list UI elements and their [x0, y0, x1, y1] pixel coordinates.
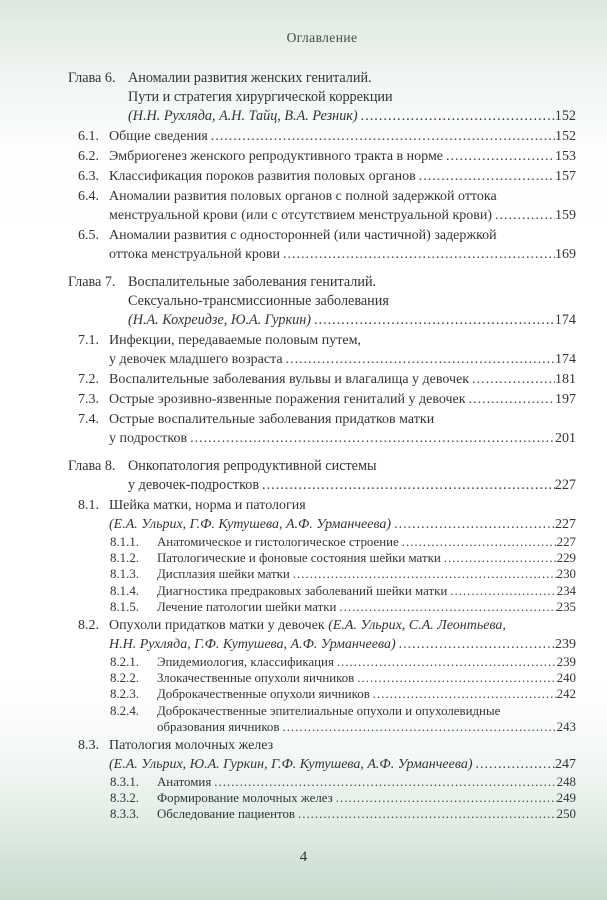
- toc-entry: [68, 167, 576, 186]
- toc-entry-number: 8.3.3.: [110, 807, 140, 822]
- toc-entry-number: 8.3.1.: [110, 775, 140, 790]
- toc-entry: [68, 654, 576, 670]
- toc-entry-number: Глава 8.: [68, 458, 116, 474]
- toc-entry: [68, 390, 576, 409]
- toc-entry: [68, 566, 576, 582]
- toc-entry-number: Глава 7.: [68, 274, 116, 290]
- toc-entry-line: [109, 127, 576, 146]
- toc-page-ref: 242: [556, 687, 576, 702]
- toc-entry-line: [128, 476, 576, 495]
- dot-leader: [295, 806, 557, 822]
- toc-entry-line: [128, 107, 576, 126]
- toc-page-ref: 181: [555, 372, 576, 387]
- toc-entry-number: 8.1.3.: [110, 567, 140, 582]
- toc-entry-number: 6.3.: [78, 169, 99, 184]
- dot-leader: [370, 686, 557, 702]
- toc-entry-title: оттока менструальной крови: [109, 247, 280, 262]
- toc-entry-line: [157, 774, 576, 790]
- toc-entry-line: [128, 311, 576, 330]
- toc-entry-title: Опухоли придатков матки у девочек (Е.А. Ульрих, С.А. Леонтьева,: [109, 618, 506, 634]
- toc-entry-title: Аномалии развития половых органов с полной задержкой оттока: [109, 189, 497, 204]
- toc-page-ref: 239: [555, 637, 576, 653]
- toc-entry-title: образования яичников: [157, 719, 280, 734]
- toc-entry-title: Лечение патологии шейки матки: [157, 599, 337, 614]
- toc-page-ref: 157: [555, 169, 576, 184]
- toc-entry-title: (Е.А. Ульрих, Ю.А. Гуркин, Г.Ф. Кутушева, А.Ф. Урманчеева): [109, 757, 473, 773]
- dot-leader: [283, 350, 555, 369]
- dot-leader: [469, 370, 555, 389]
- toc-page-ref: 201: [555, 431, 576, 446]
- toc-entry-line: [109, 410, 576, 429]
- dot-leader: [259, 476, 555, 495]
- toc-page-ref: 174: [554, 312, 576, 328]
- toc-entry-line: [109, 370, 576, 389]
- toc-entry-line: [109, 429, 576, 448]
- toc-entry-title: Воспалительные заболевания гениталий.: [128, 274, 377, 290]
- toc-page-ref: 250: [556, 807, 576, 822]
- toc-entry: [68, 147, 576, 166]
- toc-entry-number: Глава 6.: [68, 70, 116, 86]
- toc-entry-line: [128, 88, 576, 107]
- toc-entry-title: Анатомическое и гистологическое строение: [157, 535, 399, 549]
- toc-page-ref: 227: [555, 517, 576, 532]
- toc-entry-number: 8.3.2.: [110, 791, 140, 806]
- toc-entry-line: [128, 457, 576, 476]
- dot-leader: [279, 719, 556, 735]
- toc-page-ref: 153: [555, 149, 576, 164]
- toc-entry-line: [109, 635, 576, 654]
- toc-entry-line: [109, 331, 576, 350]
- toc-entry-number: 6.2.: [78, 149, 99, 164]
- toc-entry-number: 7.2.: [78, 372, 99, 387]
- toc-entry-title: у подростков: [109, 431, 188, 446]
- toc-entry-title: (Е.А. Ульрих, Г.Ф. Кутушева, А.Ф. Урманчеева): [109, 517, 392, 532]
- toc-entry-line: [109, 245, 576, 264]
- toc-entry-title: Диагностика предраковых заболеваний шейки матки: [157, 583, 448, 598]
- toc-entry: [68, 534, 576, 550]
- dot-leader: [473, 755, 556, 774]
- toc-entry: [68, 670, 576, 686]
- toc-entry: [68, 550, 576, 566]
- dot-leader: [443, 147, 555, 166]
- page-number: 4: [299, 849, 308, 865]
- toc-page-ref: 230: [556, 567, 576, 582]
- toc-entry-line: [109, 226, 576, 245]
- toc-entry-title: Острые воспалительные заболевания придатков матки: [109, 412, 435, 427]
- toc-page-ref: 152: [554, 108, 576, 124]
- dot-leader: [447, 583, 556, 599]
- toc-entry-number: 8.1.: [78, 498, 99, 513]
- toc-entry-title: Обследование пациентов: [157, 807, 295, 822]
- toc-entry-number: 6.5.: [78, 228, 99, 243]
- toc-entry: [68, 187, 576, 225]
- toc-entry-title: Анатомия: [157, 775, 212, 790]
- toc-entry: [68, 273, 576, 330]
- toc-entry-line: [157, 534, 576, 550]
- toc-page-ref: 197: [555, 392, 576, 407]
- toc-entry: [68, 331, 576, 369]
- toc-entry-number: 6.1.: [78, 129, 99, 144]
- dot-leader: [396, 635, 555, 654]
- toc-entry-line: [128, 69, 576, 88]
- dot-leader: [441, 550, 557, 566]
- toc-page-ref: 235: [556, 599, 576, 614]
- toc-entry-line: [157, 599, 576, 615]
- toc-entry-line: [157, 719, 576, 735]
- toc-page-ref: 249: [556, 791, 576, 806]
- toc-entry-number: 7.4.: [78, 412, 99, 427]
- dot-leader: [466, 390, 555, 409]
- toc-entry-title: Аномалии развития женских гениталий.: [128, 70, 372, 86]
- toc-entry-title: Эпидемиология, классификация: [157, 655, 334, 670]
- toc-entry-title: Доброкачественные опухоли яичников: [157, 687, 370, 702]
- dot-leader: [416, 167, 555, 186]
- dot-leader: [358, 107, 555, 126]
- dot-leader: [311, 311, 555, 330]
- toc-entry: [68, 616, 576, 654]
- toc-entry-number: 8.1.2.: [110, 551, 140, 566]
- toc-entry-number: 7.1.: [78, 333, 99, 348]
- toc-page-ref: 159: [555, 208, 576, 223]
- toc-entry-line: [109, 515, 576, 534]
- toc-page-ref: 243: [556, 719, 576, 734]
- toc-entry-title: Эмбриогенез женского репродуктивного тракта в норме: [109, 149, 444, 164]
- toc-entry-title: у девочек-подростков: [128, 477, 260, 493]
- toc-entry-title: Общие сведения: [109, 129, 208, 144]
- toc-page-ref: 227: [556, 535, 576, 549]
- toc-page-ref: 169: [555, 247, 576, 262]
- toc-entry: [68, 69, 576, 126]
- toc-entry-title: Онкопатология репродуктивной системы: [128, 458, 377, 474]
- toc-page-ref: 227: [554, 477, 576, 493]
- toc-entry: [68, 599, 576, 615]
- toc-entry-title: Сексуально-трансмиссионные заболевания: [128, 293, 389, 309]
- dot-leader: [334, 654, 557, 670]
- dot-leader: [391, 515, 555, 534]
- toc-entry-number: 8.2.1.: [110, 655, 140, 670]
- toc-entry: [68, 703, 576, 735]
- toc-entry-title: менструальной крови (или с отсутствием менструальной крови): [109, 208, 493, 223]
- dot-leader: [354, 670, 556, 686]
- toc-entry-title: (Н.Н. Рухляда, А.Н. Тайц, В.А. Резник): [128, 108, 358, 124]
- toc-page-ref: 239: [556, 655, 576, 670]
- toc-entry: [68, 736, 576, 774]
- toc-entry: [68, 457, 576, 495]
- toc-page-ref: 234: [556, 583, 576, 598]
- toc-entry-title: Злокачественные опухоли яичников: [157, 671, 355, 686]
- toc-entry-line: [157, 566, 576, 582]
- dot-leader: [336, 599, 556, 615]
- toc-entry-title: Пути и стратегия хирургической коррекции: [128, 89, 393, 105]
- toc-entry: [68, 127, 576, 146]
- dot-leader: [290, 566, 557, 582]
- toc-entry-line: [157, 654, 576, 670]
- toc-entry: [68, 790, 576, 806]
- toc-entry-line: [109, 147, 576, 166]
- toc-entry: [68, 583, 576, 599]
- toc-page-ref: 152: [555, 129, 576, 144]
- toc-entry-title: Дисплазия шейки матки: [157, 567, 290, 582]
- toc-entry-line: [157, 550, 576, 566]
- toc-page-ref: 240: [556, 671, 576, 686]
- toc-entry-title: у девочек младшего возраста: [109, 352, 283, 367]
- toc-entry-line: [109, 167, 576, 186]
- toc-page-ref: 248: [556, 775, 576, 790]
- toc-entry-line: [128, 292, 576, 311]
- toc-entry-line: [128, 273, 576, 292]
- toc-entry-number: 8.3.: [78, 738, 99, 754]
- toc-entry-title: Аномалии развития с односторонней (или частичной) задержкой: [109, 228, 497, 243]
- toc-entry: [68, 686, 576, 702]
- dot-leader: [208, 127, 555, 146]
- toc-entry-line: [109, 755, 576, 774]
- toc-entry-title: (Н.А. Кохреидзе, Ю.А. Гуркин): [128, 312, 311, 328]
- toc-entry-line: [157, 670, 576, 686]
- toc-entry-title: Острые эрозивно-язвенные поражения гениталий у девочек: [109, 392, 466, 407]
- toc-entry-title: Формирование молочных желез: [157, 791, 333, 806]
- toc-entry-line: [157, 806, 576, 822]
- page-header-title: Оглавление: [286, 30, 358, 45]
- toc-entry-line: [157, 583, 576, 599]
- toc-entry-line: [109, 187, 576, 206]
- toc-entry-title: Шейка матки, норма и патология: [109, 498, 306, 513]
- dot-leader: [187, 429, 555, 448]
- toc-entry-title: Н.Н. Рухляда, Г.Ф. Кутушева, А.Ф. Урманчеева): [109, 637, 396, 653]
- toc-entry-line: [109, 496, 576, 515]
- dot-leader: [492, 206, 555, 225]
- toc-page-ref: 247: [555, 757, 576, 773]
- toc-entry-number: 8.1.4.: [110, 583, 140, 598]
- toc-entry-number: 7.3.: [78, 392, 99, 407]
- toc-entry-title: Доброкачественные эпителиальные опухоли и опухолевидные: [157, 703, 501, 718]
- toc-entry-line: [157, 790, 576, 806]
- toc-entry: [68, 226, 576, 264]
- toc-entry-number: 8.1.1.: [110, 535, 140, 549]
- dot-leader: [333, 790, 557, 806]
- toc-page-ref: 174: [555, 352, 576, 367]
- toc-entry-title: Патологические и фоновые состояния шейки матки: [157, 551, 441, 566]
- dot-leader: [399, 534, 557, 550]
- toc-entry-line: [109, 206, 576, 225]
- toc-entry: [68, 806, 576, 822]
- toc-entry-number: 8.2.3.: [110, 687, 140, 702]
- toc-entry: [68, 774, 576, 790]
- toc-entry: [68, 496, 576, 534]
- dot-leader: [211, 774, 556, 790]
- toc-entry-line: [157, 686, 576, 702]
- toc-entry-number: 8.2.2.: [110, 671, 140, 686]
- toc-entry-line: [109, 350, 576, 369]
- toc-entry-number: 8.2.4.: [110, 703, 140, 718]
- toc-entry: [68, 410, 576, 448]
- toc-entry-line: [109, 616, 576, 635]
- toc-entry-number: 8.2.: [78, 618, 99, 634]
- toc-entry-line: [157, 703, 576, 719]
- toc-list: [68, 60, 576, 823]
- toc-entry-title: Классификация пороков развития половых органов: [109, 169, 416, 184]
- toc-entry-title: Воспалительные заболевания вульвы и влагалища у девочек: [109, 372, 470, 387]
- toc-entry-line: [109, 736, 576, 755]
- toc-entry-number: 8.1.5.: [110, 599, 140, 614]
- toc-page-ref: 229: [556, 551, 576, 566]
- toc-entry-line: [109, 390, 576, 409]
- dot-leader: [280, 245, 555, 264]
- toc-entry-title: Патология молочных желез: [109, 738, 274, 754]
- toc-entry: [68, 370, 576, 389]
- toc-entry-title: Инфекции, передаваемые половым путем,: [109, 333, 361, 348]
- toc-entry-number: 6.4.: [78, 189, 99, 204]
